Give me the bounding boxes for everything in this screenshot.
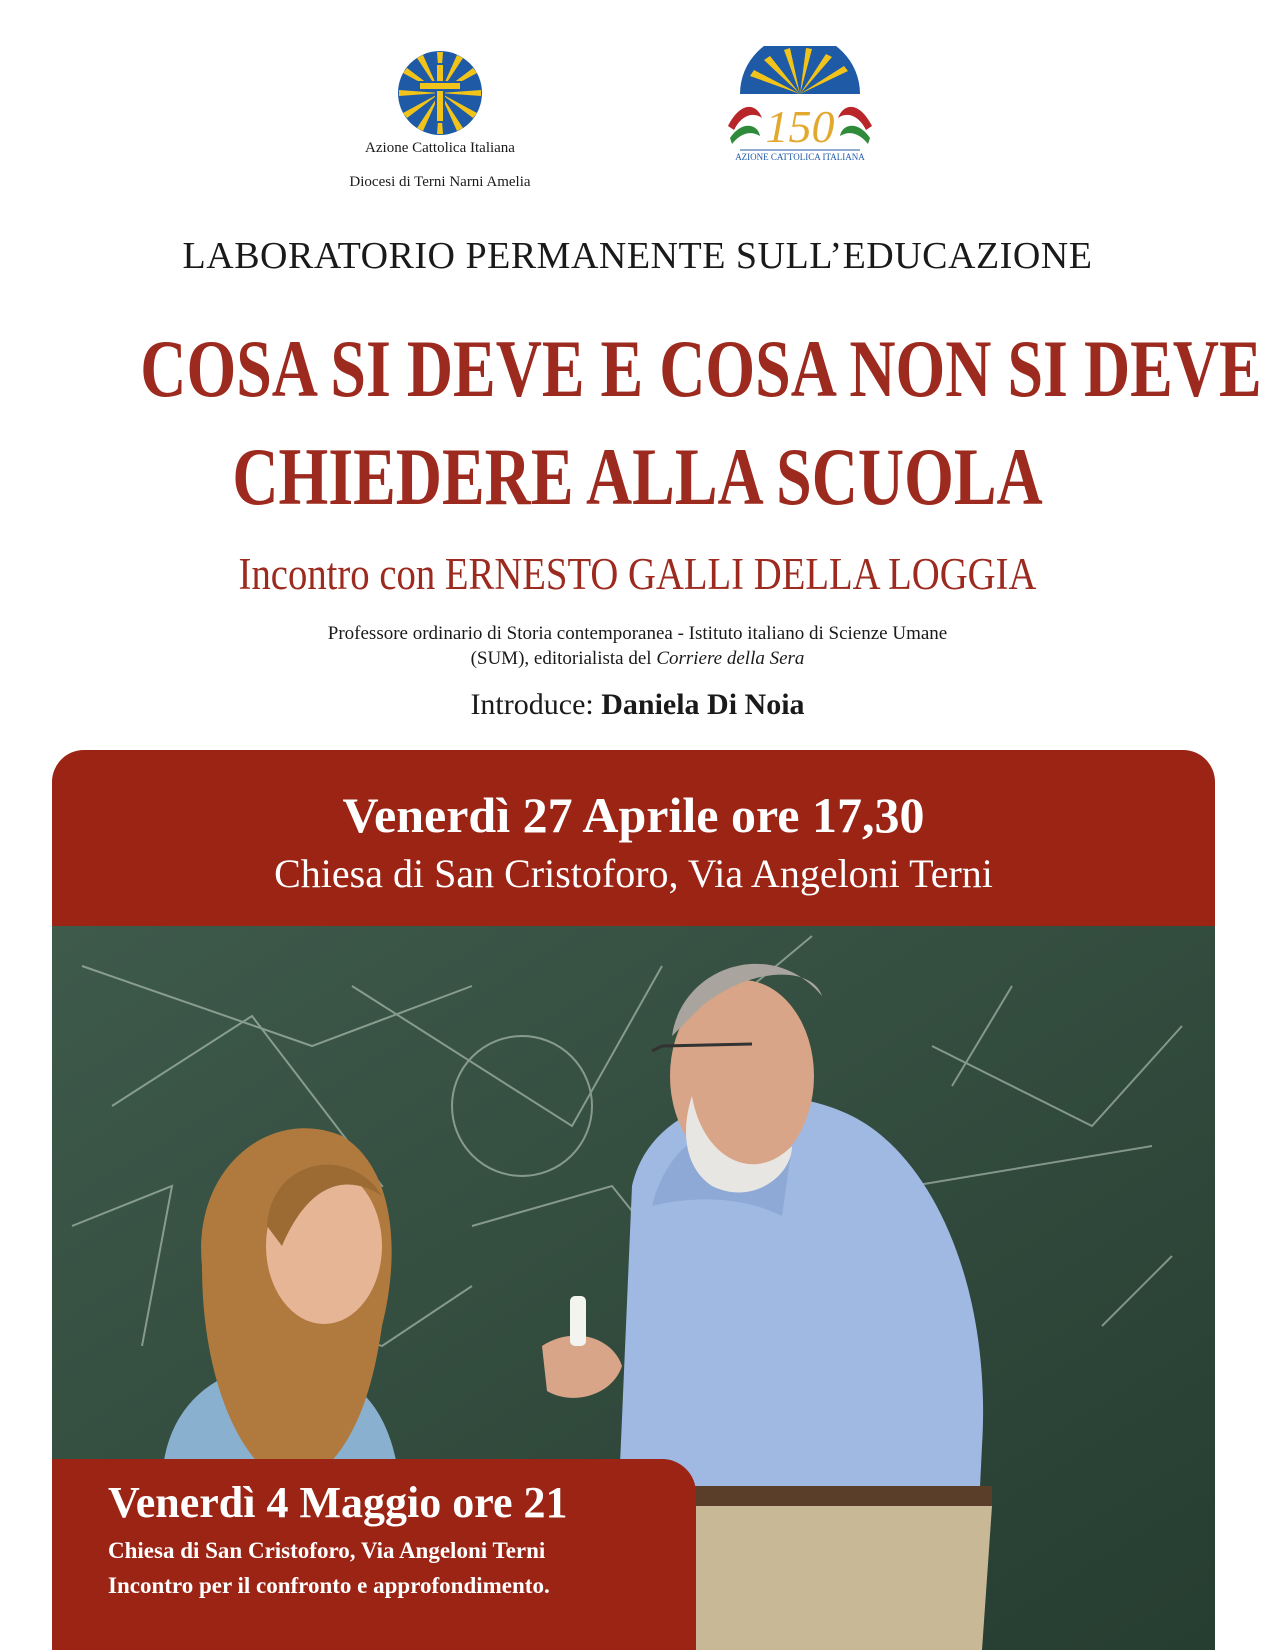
speaker-bio-line-2 — [0, 648, 1275, 670]
newspaper-name: Corriere della Sera — [656, 648, 805, 669]
intro-name: Daniela Di Noia — [601, 688, 805, 721]
speaker-subtitle: Incontro con ERNESTO GALLI DELLA LOGGIA — [238, 549, 1037, 599]
anniversary-number: 150 — [765, 101, 835, 152]
event-date: Venerdì 27 Aprile ore 17,30 — [342, 787, 925, 843]
followup-note: Incontro per il confronto e approfondimento. — [108, 1573, 550, 1598]
title-line-1: COSA SI DEVE E COSA NON SI DEVE — [140, 323, 1262, 414]
speaker-bio-line-1: Professore ordinario di Storia contemporanea - Istituto italiano di Scienze Umane — [327, 623, 948, 644]
event-place: Chiesa di San Cristoforo, Via Angeloni Terni — [274, 851, 993, 896]
followup-place: Chiesa di San Cristoforo, Via Angeloni Terni — [108, 1538, 546, 1563]
kicker-heading: LABORATORIO PERMANENTE SULL’EDUCAZIONE — [182, 235, 1093, 277]
org-diocese: Diocesi di Terni Narni Amelia — [349, 174, 531, 190]
anniversary-caption: AZIONE CATTOLICA ITALIANA — [735, 152, 865, 162]
followup-date: Venerdì 4 Maggio ore 21 — [108, 1478, 568, 1527]
org-name: Azione Cattolica Italiana — [365, 140, 515, 156]
intro-label: Introduce: — [470, 688, 594, 721]
azione-cattolica-logo-icon — [397, 50, 483, 136]
bio-prefix: (SUM), editorialista del — [470, 648, 652, 669]
introducer — [0, 688, 1275, 722]
title-line-2: CHIEDERE ALLA SCUOLA — [232, 431, 1043, 522]
anniversary-logo-icon — [720, 46, 880, 171]
